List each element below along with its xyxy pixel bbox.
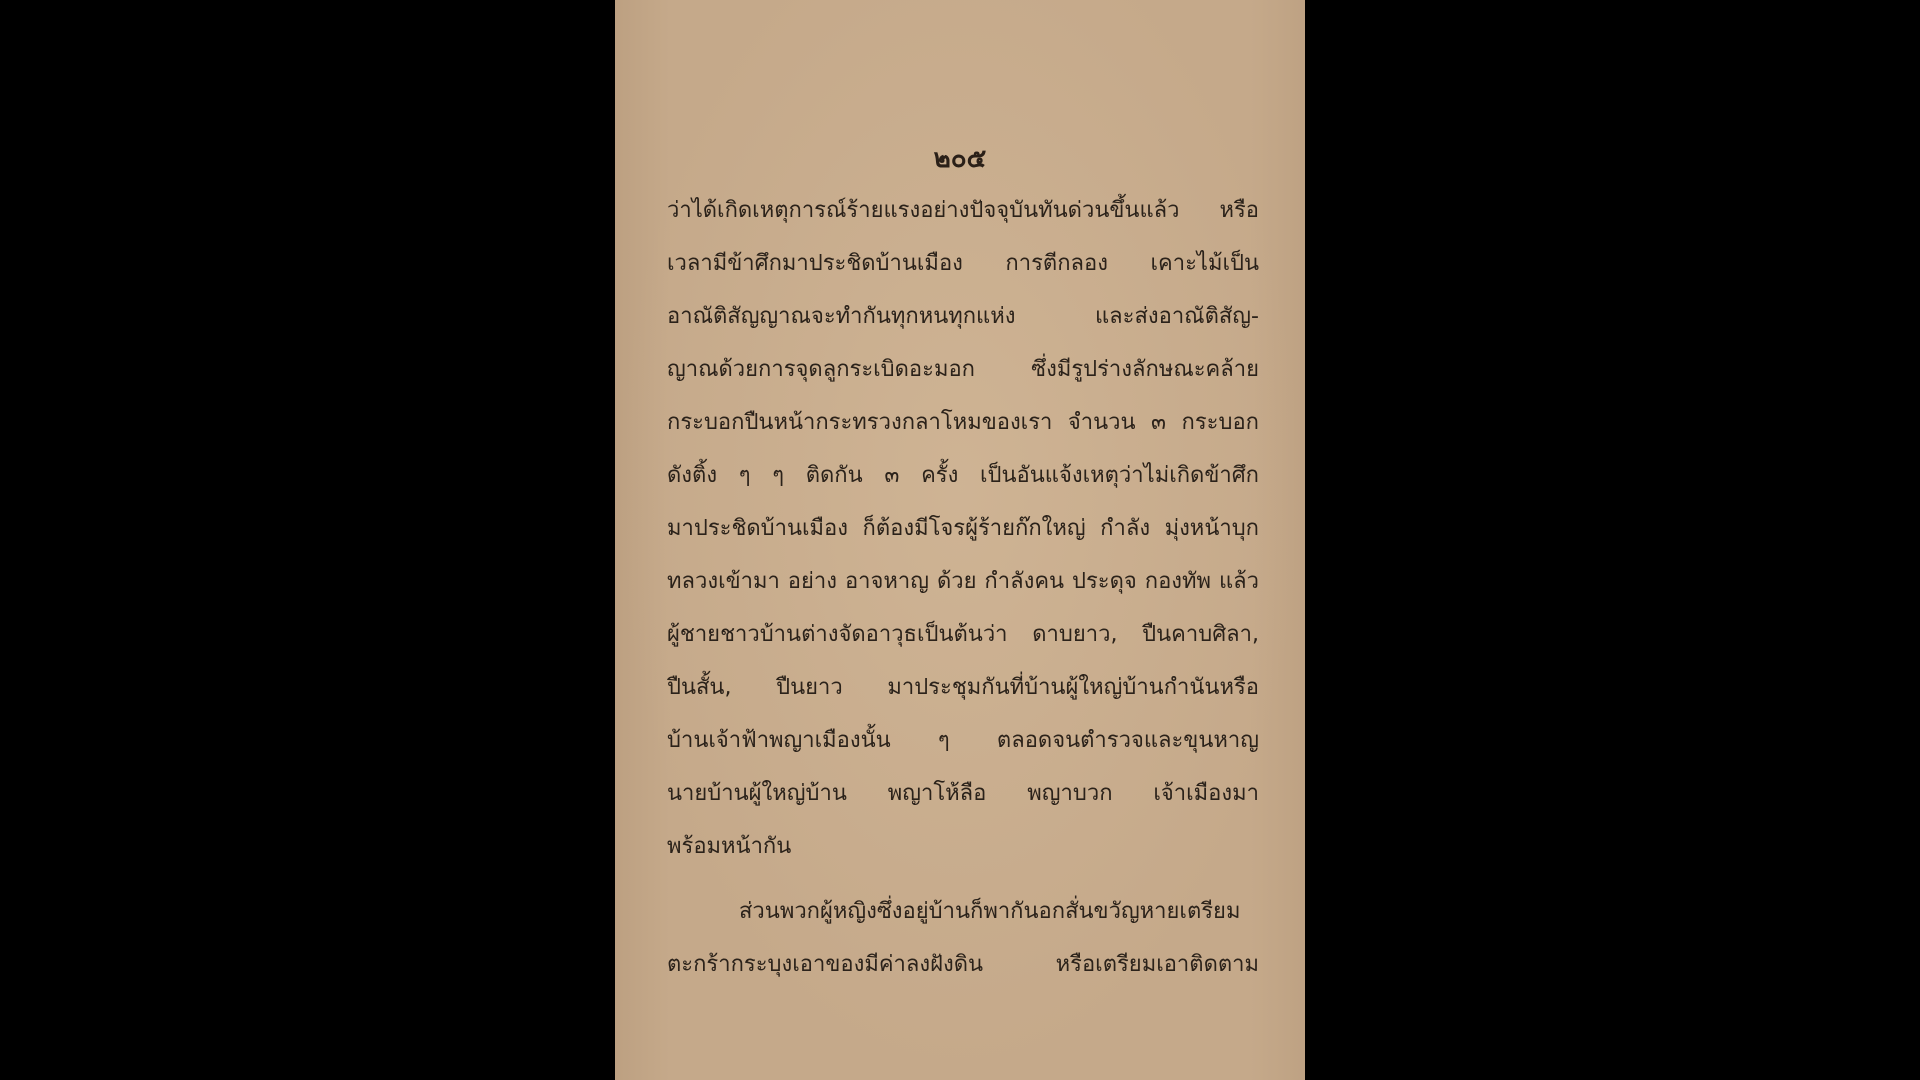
text-line: อาณัติสัญญาณจะทำกันทุกหนทุกแห่ง และส่งอาณัติสัญ- <box>667 304 1259 329</box>
text-line: พร้อมหน้ากัน <box>667 834 792 859</box>
body-text <box>667 188 1259 995</box>
text-line: นายบ้านผู้ใหญ่บ้าน พญาโห้ลือ พญาบวก เจ้าเมืองมา <box>667 781 1259 806</box>
text-line: ญาณด้วยการจุดลูกระเบิดอะมอก ซึ่งมีรูปร่างลักษณะคล้าย <box>667 357 1259 382</box>
text-line: ผู้ชายชาวบ้านต่างจัดอาวุธเป็นต้นว่า ดาบยาว, ปืนคาบศิลา, <box>667 622 1259 647</box>
page-number: ๒๐๕ <box>933 144 987 174</box>
text-line: ว่าได้เกิดเหตุการณ์ร้ายแรงอย่างปัจจุบันทันด่วนขึ้นแล้ว หรือ <box>667 198 1259 223</box>
text-line: ดังติ้ง ๆ ๆ ติดกัน ๓ ครั้ง เป็นอันแจ้งเหตุว่าไม่เกิดข้าศึก <box>667 463 1259 488</box>
book-page <box>615 0 1305 1080</box>
paragraph-gap <box>667 877 1259 889</box>
text-line: เวลามีข้าศึกมาประชิดบ้านเมือง การตีกลอง เคาะไม้เป็น <box>667 251 1259 276</box>
text-line: มาประชิดบ้านเมือง ก็ต้องมีโจรผู้ร้ายก๊กใหญ่ กำลัง มุ่งหน้าบุก <box>667 516 1259 541</box>
text-line: บ้านเจ้าฟ้าพญาเมืองนั้น ๆ ตลอดจนตำรวจและขุนหาญ <box>667 728 1259 753</box>
text-line: ปืนสั้น, ปืนยาว มาประชุมกันที่บ้านผู้ใหญ่บ้านกำนันหรือ <box>667 675 1259 700</box>
text-line: ส่วนพวกผู้หญิงซึ่งอยู่บ้านก็พากันอกสั่นขวัญหายเตรียม <box>739 899 1241 924</box>
text-line: ตะกร้ากระบุงเอาของมีค่าลงฝังดิน หรือเตรียมเอาติดตาม <box>667 952 1259 977</box>
text-line: ทลวงเข้ามา อย่าง อาจหาญ ด้วย กำลังคน ประดุจ กองทัพ แล้ว <box>667 569 1259 594</box>
text-line: กระบอกปืนหน้ากระทรวงกลาโหมของเรา จำนวน ๓ กระบอก <box>667 410 1259 435</box>
